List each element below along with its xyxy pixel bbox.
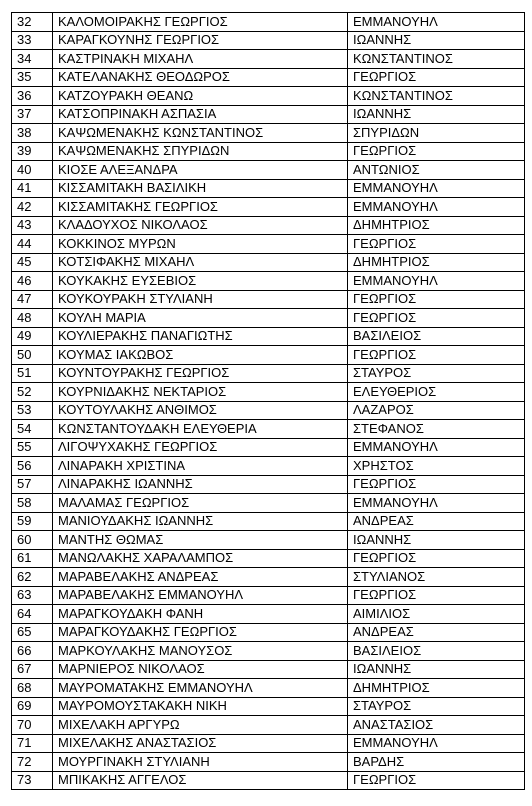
table-row — [12, 475, 525, 494]
full-name-cell: ΜΑΥΡΟΜΟΥΣΤΑΚΑΚΗ ΝΙΚΗ — [53, 697, 348, 716]
father-name-cell: ΔΗΜΗΤΡΙΟΣ — [348, 253, 525, 272]
table-row — [12, 753, 525, 772]
full-name-cell: ΜΑΡΑΒΕΛΑΚΗΣ ΑΝΔΡΕΑΣ — [53, 568, 348, 587]
row-number-cell: 63 — [12, 586, 53, 605]
father-name-cell: ΚΩΝΣΤΑΝΤΙΝΟΣ — [348, 87, 525, 106]
full-name-cell: ΛΙΝΑΡΑΚΗΣ ΙΩΑΝΝΗΣ — [53, 475, 348, 494]
table-row — [12, 679, 525, 698]
full-name-cell: ΜΟΥΡΓΙΝΑΚΗ ΣΤΥΛΙΑΝΗ — [53, 753, 348, 772]
full-name-cell: ΚΙΟΣΕ ΑΛΕΞΑΝΔΡΑ — [53, 161, 348, 180]
father-name-cell: ΔΗΜΗΤΡΙΟΣ — [348, 216, 525, 235]
full-name-cell: ΚΑΛΟΜΟΙΡΑΚΗΣ ΓΕΩΡΓΙΟΣ — [53, 13, 348, 32]
full-name-cell: ΚΙΣΣΑΜΙΤΑΚΗΣ ΓΕΩΡΓΙΟΣ — [53, 198, 348, 217]
full-name-cell: ΜΑΡΑΒΕΛΑΚΗΣ ΕΜΜΑΝΟΥΗΛ — [53, 586, 348, 605]
table-row — [12, 605, 525, 624]
row-number-cell: 62 — [12, 568, 53, 587]
full-name-cell: ΚΟΥΡΝΙΔΑΚΗΣ ΝΕΚΤΑΡΙΟΣ — [53, 383, 348, 402]
roster-table — [11, 12, 525, 790]
father-name-cell: ΣΤΥΛΙΑΝΟΣ — [348, 568, 525, 587]
table-row — [12, 13, 525, 32]
table-row — [12, 716, 525, 735]
father-name-cell: ΒΑΣΙΛΕΙΟΣ — [348, 642, 525, 661]
father-name-cell: ΛΑΖΑΡΟΣ — [348, 401, 525, 420]
father-name-cell: ΙΩΑΝΝΗΣ — [348, 31, 525, 50]
full-name-cell: ΜΠΙΚΑΚΗΣ ΑΓΓΕΛΟΣ — [53, 771, 348, 790]
row-number-cell: 43 — [12, 216, 53, 235]
father-name-cell: ΧΡΗΣΤΟΣ — [348, 457, 525, 476]
row-number-cell: 64 — [12, 605, 53, 624]
row-number-cell: 49 — [12, 327, 53, 346]
father-name-cell: ΕΜΜΑΝΟΥΗΛ — [348, 734, 525, 753]
father-name-cell: ΓΕΩΡΓΙΟΣ — [348, 549, 525, 568]
full-name-cell: ΜΑΥΡΟΜΑΤΑΚΗΣ ΕΜΜΑΝΟΥΗΛ — [53, 679, 348, 698]
row-number-cell: 32 — [12, 13, 53, 32]
table-row — [12, 346, 525, 365]
full-name-cell: ΛΙΓΟΨΥΧΑΚΗΣ ΓΕΩΡΓΙΟΣ — [53, 438, 348, 457]
full-name-cell: ΜΑΝΤΗΣ ΘΩΜΑΣ — [53, 531, 348, 550]
full-name-cell: ΜΑΛΑΜΑΣ ΓΕΩΡΓΙΟΣ — [53, 494, 348, 513]
full-name-cell: ΚΑΤΣΟΠΡΙΝΑΚΗ ΑΣΠΑΣΙΑ — [53, 105, 348, 124]
table-row — [12, 161, 525, 180]
table-row — [12, 623, 525, 642]
row-number-cell: 40 — [12, 161, 53, 180]
father-name-cell: ΓΕΩΡΓΙΟΣ — [348, 586, 525, 605]
row-number-cell: 47 — [12, 290, 53, 309]
row-number-cell: 57 — [12, 475, 53, 494]
father-name-cell: ΕΜΜΑΝΟΥΗΛ — [348, 179, 525, 198]
father-name-cell: ΕΜΜΑΝΟΥΗΛ — [348, 198, 525, 217]
father-name-cell: ΓΕΩΡΓΙΟΣ — [348, 290, 525, 309]
father-name-cell: ΓΕΩΡΓΙΟΣ — [348, 771, 525, 790]
row-number-cell: 73 — [12, 771, 53, 790]
row-number-cell: 60 — [12, 531, 53, 550]
table-row — [12, 290, 525, 309]
row-number-cell: 72 — [12, 753, 53, 772]
full-name-cell: ΚΑΨΩΜΕΝΑΚΗΣ ΣΠΥΡΙΔΩΝ — [53, 142, 348, 161]
table-row — [12, 87, 525, 106]
row-number-cell: 68 — [12, 679, 53, 698]
full-name-cell: ΚΟΥΛΗ ΜΑΡΙΑ — [53, 309, 348, 328]
father-name-cell: ΑΝΤΩΝΙΟΣ — [348, 161, 525, 180]
full-name-cell: ΜΑΡΝΙΕΡΟΣ ΝΙΚΟΛΑΟΣ — [53, 660, 348, 679]
table-row — [12, 309, 525, 328]
father-name-cell: ΓΕΩΡΓΙΟΣ — [348, 142, 525, 161]
table-row — [12, 272, 525, 291]
full-name-cell: ΜΑΡΚΟΥΛΑΚΗΣ ΜΑΝΟΥΣΟΣ — [53, 642, 348, 661]
father-name-cell: ΓΕΩΡΓΙΟΣ — [348, 309, 525, 328]
full-name-cell: ΚΛΑΔΟΥΧΟΣ ΝΙΚΟΛΑΟΣ — [53, 216, 348, 235]
row-number-cell: 65 — [12, 623, 53, 642]
full-name-cell: ΜΑΝΙΟΥΔΑΚΗΣ ΙΩΑΝΝΗΣ — [53, 512, 348, 531]
table-row — [12, 253, 525, 272]
table-row — [12, 401, 525, 420]
father-name-cell: ΕΜΜΑΝΟΥΗΛ — [348, 494, 525, 513]
row-number-cell: 35 — [12, 68, 53, 87]
table-row — [12, 771, 525, 790]
father-name-cell: ΑΝΔΡΕΑΣ — [348, 512, 525, 531]
row-number-cell: 38 — [12, 124, 53, 143]
row-number-cell: 48 — [12, 309, 53, 328]
father-name-cell: ΣΤΕΦΑΝΟΣ — [348, 420, 525, 439]
father-name-cell: ΣΤΑΥΡΟΣ — [348, 364, 525, 383]
full-name-cell: ΚΟΥΤΟΥΛΑΚΗΣ ΑΝΘΙΜΟΣ — [53, 401, 348, 420]
table-row — [12, 549, 525, 568]
full-name-cell: ΚΑΤΕΛΑΝΑΚΗΣ ΘΕΟΔΩΡΟΣ — [53, 68, 348, 87]
table-row — [12, 216, 525, 235]
row-number-cell: 53 — [12, 401, 53, 420]
row-number-cell: 67 — [12, 660, 53, 679]
row-number-cell: 50 — [12, 346, 53, 365]
row-number-cell: 46 — [12, 272, 53, 291]
table-row — [12, 660, 525, 679]
full-name-cell: ΚΑΨΩΜΕΝΑΚΗΣ ΚΩΝΣΤΑΝΤΙΝΟΣ — [53, 124, 348, 143]
row-number-cell: 37 — [12, 105, 53, 124]
full-name-cell: ΚΑΡΑΓΚΟΥΝΗΣ ΓΕΩΡΓΙΟΣ — [53, 31, 348, 50]
father-name-cell: ΓΕΩΡΓΙΟΣ — [348, 475, 525, 494]
row-number-cell: 52 — [12, 383, 53, 402]
full-name-cell: ΜΑΡΑΓΚΟΥΔΑΚΗΣ ΓΕΩΡΓΙΟΣ — [53, 623, 348, 642]
full-name-cell: ΚΟΥΚΑΚΗΣ ΕΥΣΕΒΙΟΣ — [53, 272, 348, 291]
table-row — [12, 142, 525, 161]
full-name-cell: ΜΑΝΩΛΑΚΗΣ ΧΑΡΑΛΑΜΠΟΣ — [53, 549, 348, 568]
father-name-cell: ΙΩΑΝΝΗΣ — [348, 660, 525, 679]
full-name-cell: ΚΟΥΚΟΥΡΑΚΗ ΣΤΥΛΙΑΝΗ — [53, 290, 348, 309]
table-row — [12, 642, 525, 661]
table-row — [12, 586, 525, 605]
father-name-cell: ΑΝΑΣΤΑΣΙΟΣ — [348, 716, 525, 735]
full-name-cell: ΜΙΧΕΛΑΚΗ ΑΡΓΥΡΩ — [53, 716, 348, 735]
table-row — [12, 420, 525, 439]
table-row — [12, 512, 525, 531]
row-number-cell: 33 — [12, 31, 53, 50]
father-name-cell: ΓΕΩΡΓΙΟΣ — [348, 235, 525, 254]
table-row — [12, 697, 525, 716]
father-name-cell: ΕΜΜΑΝΟΥΗΛ — [348, 272, 525, 291]
row-number-cell: 36 — [12, 87, 53, 106]
table-row — [12, 68, 525, 87]
row-number-cell: 51 — [12, 364, 53, 383]
father-name-cell: ΔΗΜΗΤΡΙΟΣ — [348, 679, 525, 698]
father-name-cell: ΓΕΩΡΓΙΟΣ — [348, 68, 525, 87]
full-name-cell: ΚΟΥΝΤΟΥΡΑΚΗΣ ΓΕΩΡΓΙΟΣ — [53, 364, 348, 383]
row-number-cell: 44 — [12, 235, 53, 254]
table-row — [12, 31, 525, 50]
row-number-cell: 41 — [12, 179, 53, 198]
full-name-cell: ΜΙΧΕΛΑΚΗΣ ΑΝΑΣΤΑΣΙΟΣ — [53, 734, 348, 753]
full-name-cell: ΚΑΤΖΟΥΡΑΚΗ ΘΕΑΝΩ — [53, 87, 348, 106]
father-name-cell: ΙΩΑΝΝΗΣ — [348, 105, 525, 124]
table-row — [12, 494, 525, 513]
table-row — [12, 105, 525, 124]
father-name-cell: ΓΕΩΡΓΙΟΣ — [348, 346, 525, 365]
table-row — [12, 124, 525, 143]
row-number-cell: 61 — [12, 549, 53, 568]
row-number-cell: 56 — [12, 457, 53, 476]
full-name-cell: ΚΟΥΛΙΕΡΑΚΗΣ ΠΑΝΑΓΙΩΤΗΣ — [53, 327, 348, 346]
table-row — [12, 383, 525, 402]
father-name-cell: ΒΑΡΔΗΣ — [348, 753, 525, 772]
father-name-cell: ΙΩΑΝΝΗΣ — [348, 531, 525, 550]
row-number-cell: 69 — [12, 697, 53, 716]
row-number-cell: 34 — [12, 50, 53, 69]
full-name-cell: ΚΟΤΣΙΦΑΚΗΣ ΜΙΧΑΗΛ — [53, 253, 348, 272]
table-row — [12, 438, 525, 457]
full-name-cell: ΚΙΣΣΑΜΙΤΑΚΗ ΒΑΣΙΛΙΚΗ — [53, 179, 348, 198]
full-name-cell: ΚΑΣΤΡΙΝΑΚΗ ΜΙΧΑΗΛ — [53, 50, 348, 69]
row-number-cell: 66 — [12, 642, 53, 661]
row-number-cell: 39 — [12, 142, 53, 161]
roster-body — [12, 13, 525, 790]
table-row — [12, 179, 525, 198]
father-name-cell: ΣΤΑΥΡΟΣ — [348, 697, 525, 716]
father-name-cell: ΑΝΔΡΕΑΣ — [348, 623, 525, 642]
father-name-cell: ΕΜΜΑΝΟΥΗΛ — [348, 438, 525, 457]
table-row — [12, 457, 525, 476]
table-row — [12, 568, 525, 587]
table-row — [12, 50, 525, 69]
full-name-cell: ΚΟΚΚΙΝΟΣ ΜΥΡΩΝ — [53, 235, 348, 254]
full-name-cell: ΛΙΝΑΡΑΚΗ ΧΡΙΣΤΙΝΑ — [53, 457, 348, 476]
row-number-cell: 55 — [12, 438, 53, 457]
father-name-cell: ΑΙΜΙΛΙΟΣ — [348, 605, 525, 624]
row-number-cell: 71 — [12, 734, 53, 753]
full-name-cell: ΜΑΡΑΓΚΟΥΔΑΚΗ ΦΑΝΗ — [53, 605, 348, 624]
table-row — [12, 235, 525, 254]
father-name-cell: ΕΛΕΥΘΕΡΙΟΣ — [348, 383, 525, 402]
full-name-cell: ΚΟΥΜΑΣ ΙΑΚΩΒΟΣ — [53, 346, 348, 365]
row-number-cell: 59 — [12, 512, 53, 531]
father-name-cell: ΣΠΥΡΙΔΩΝ — [348, 124, 525, 143]
table-row — [12, 531, 525, 550]
table-row — [12, 734, 525, 753]
table-row — [12, 198, 525, 217]
father-name-cell: ΚΩΝΣΤΑΝΤΙΝΟΣ — [348, 50, 525, 69]
father-name-cell: ΕΜΜΑΝΟΥΗΛ — [348, 13, 525, 32]
father-name-cell: ΒΑΣΙΛΕΙΟΣ — [348, 327, 525, 346]
row-number-cell: 54 — [12, 420, 53, 439]
row-number-cell: 58 — [12, 494, 53, 513]
table-row — [12, 364, 525, 383]
row-number-cell: 45 — [12, 253, 53, 272]
row-number-cell: 70 — [12, 716, 53, 735]
full-name-cell: ΚΩΝΣΤΑΝΤΟΥΔΑΚΗ ΕΛΕΥΘΕΡΙΑ — [53, 420, 348, 439]
table-row — [12, 327, 525, 346]
row-number-cell: 42 — [12, 198, 53, 217]
